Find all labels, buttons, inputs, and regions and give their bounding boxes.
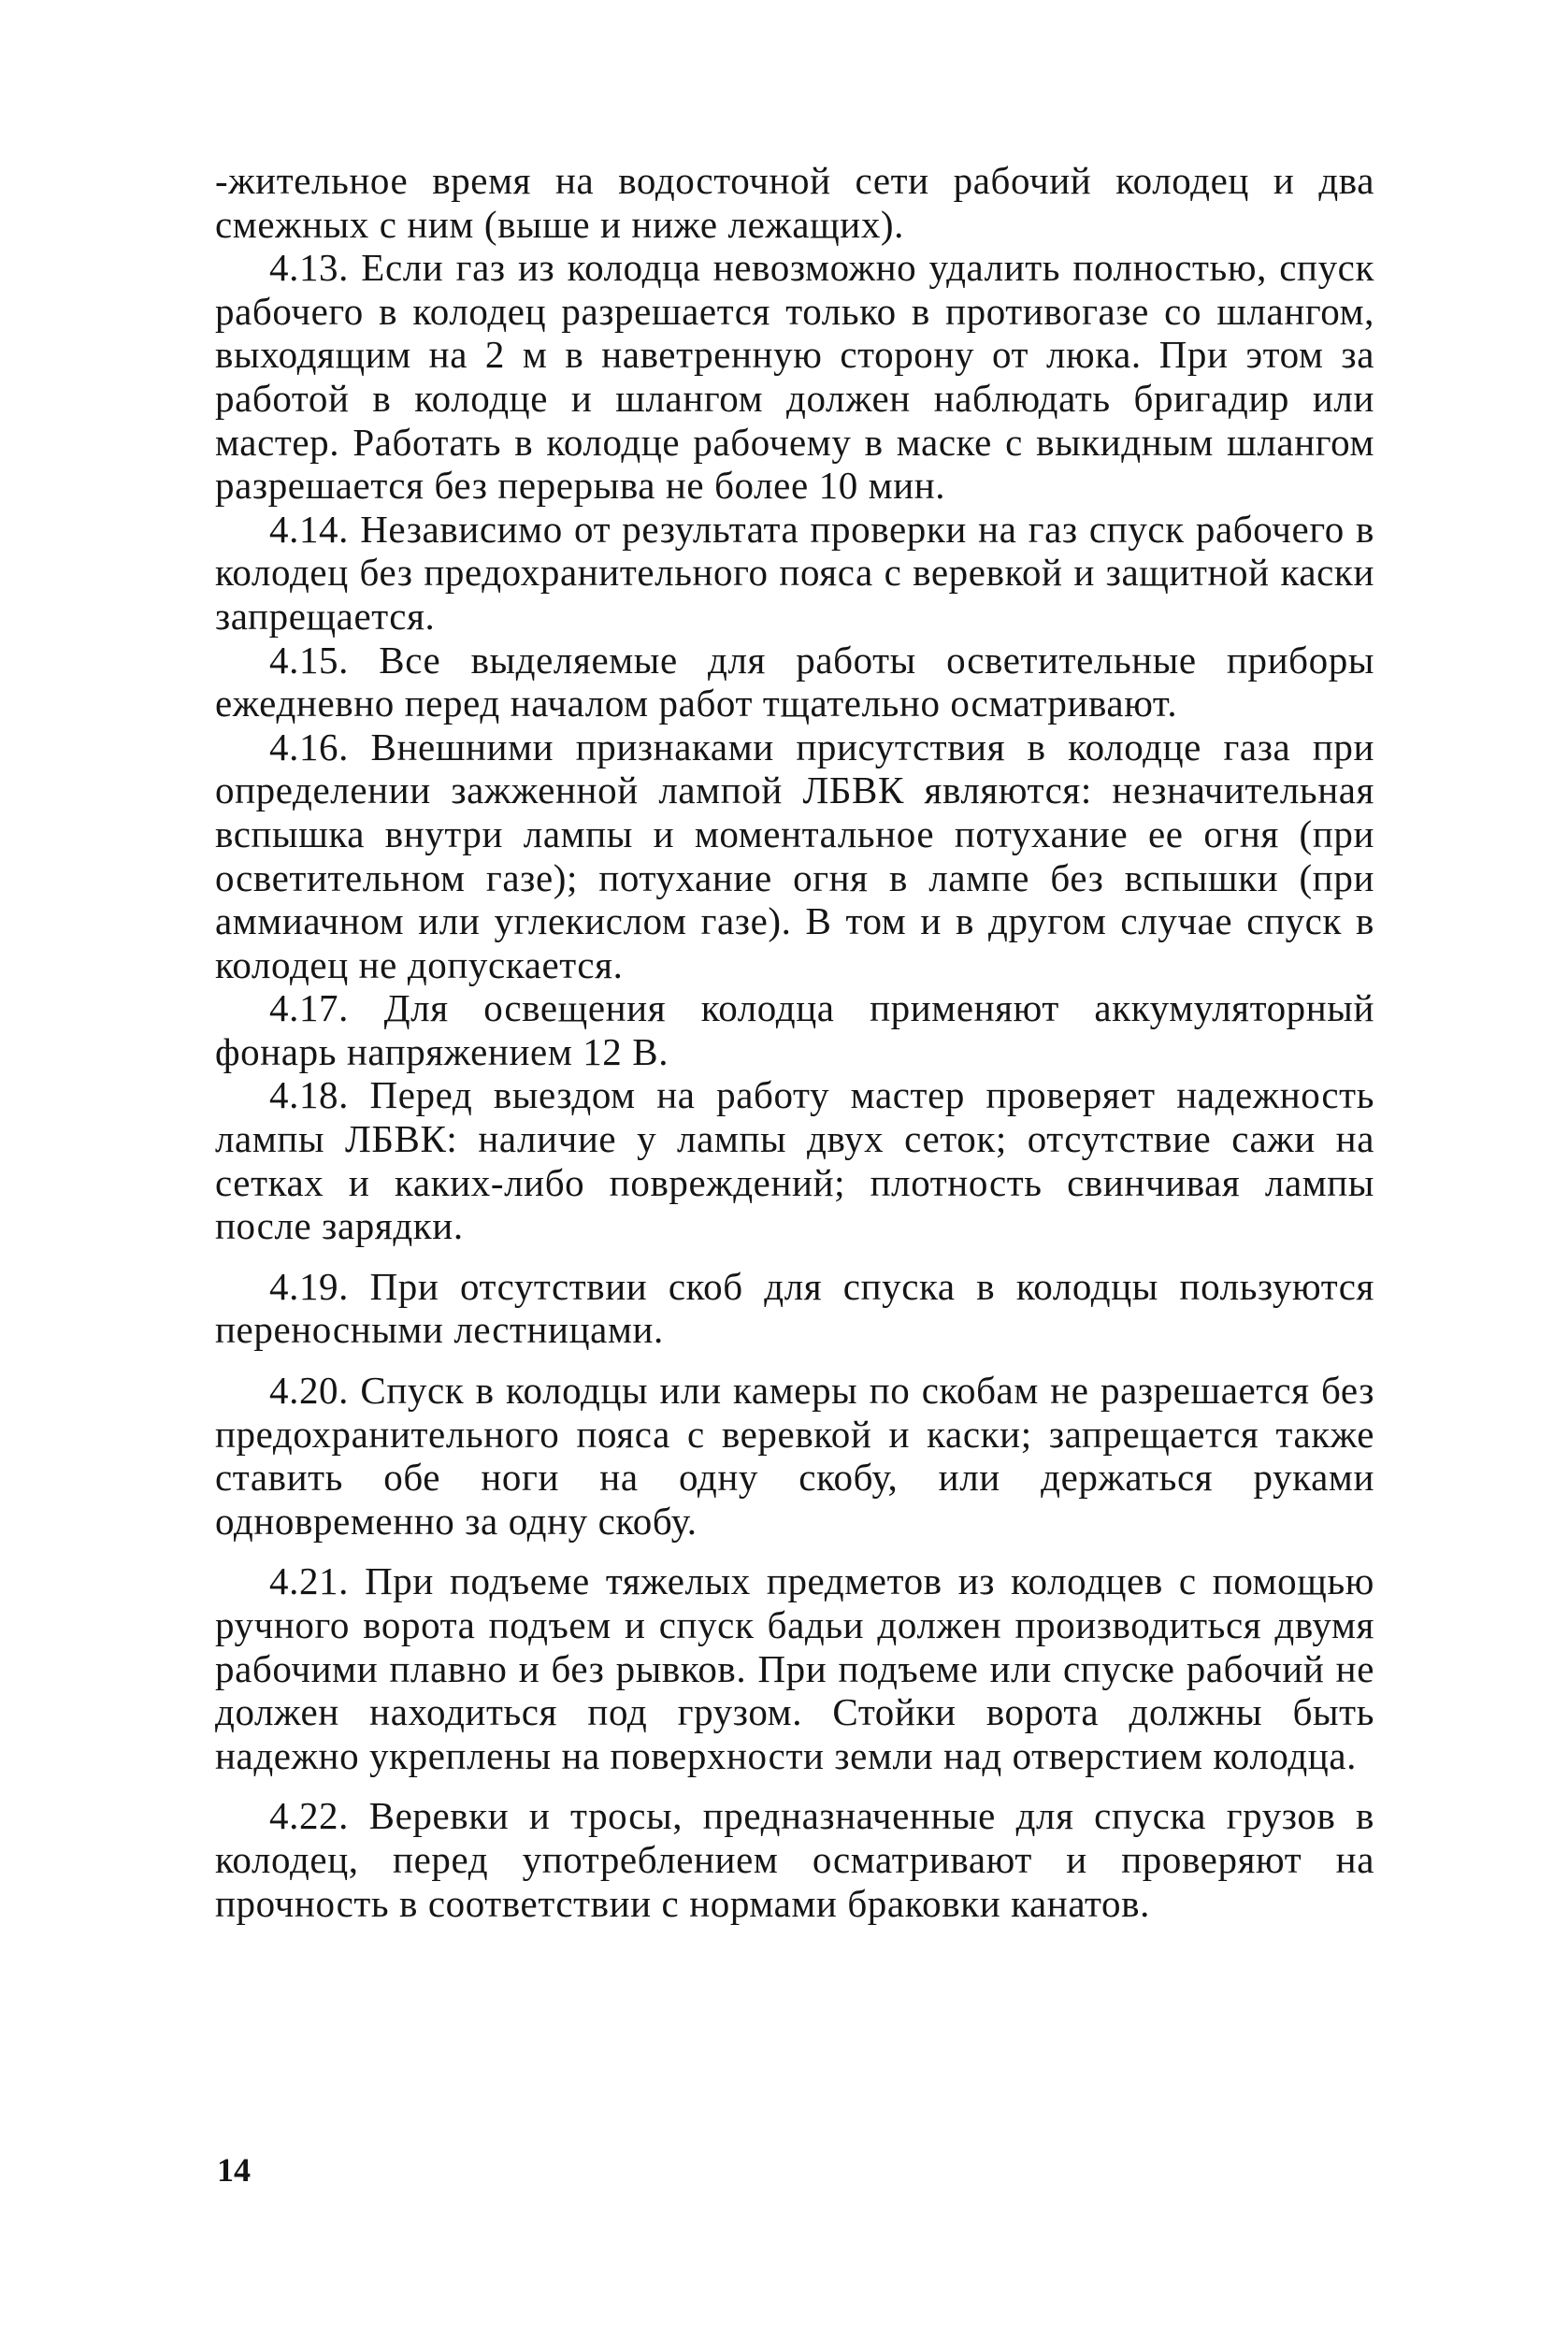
paragraph-continuation: -жительное время на водосточной сети рабочий колодец и два смежных с ним (выше и ниже лежащих). xyxy=(215,159,1374,246)
paragraph-4-18: 4.18. Перед выездом на работу мастер проверяет надежность лампы ЛБВК: наличие у лампы двух сеток; отсутствие сажи на сетках и каких-либо повреждений; плотность свинчивая лампы после зарядки. xyxy=(215,1073,1374,1248)
paragraph-4-17: 4.17. Для освещения колодца применяют аккумуляторный фонарь напряжением 12 В. xyxy=(215,986,1374,1073)
paragraph-4-15: 4.15. Все выделяемые для работы осветительные приборы ежедневно перед началом работ тщательно осматривают. xyxy=(215,638,1374,725)
paragraph-4-20: 4.20. Спуск в колодцы или камеры по скобам не разрешается без предохранительного пояса с веревкой и каски; запрещается также ставить обе ноги на одну скобу, или держаться руками одновременно за одну скобу. xyxy=(215,1369,1374,1543)
paragraph-4-21: 4.21. При подъеме тяжелых предметов из колодцев с помощью ручного ворота подъем и спуск бадьи должен производиться двумя рабочими плавно и без рывков. При подъеме или спуске рабочий не должен находиться под грузом. Стойки ворота должны быть надежно укреплены на поверхности земли над отверстием колодца. xyxy=(215,1559,1374,1777)
paragraph-4-14: 4.14. Независимо от результата проверки на газ спуск рабочего в колодец без предохранительного пояса с веревкой и защитной каски запрещается. xyxy=(215,507,1374,638)
paragraph-4-22: 4.22. Веревки и тросы, предназначенные для спуска грузов в колодец, перед употреблением осматривают и проверяют на прочность в соответствии с нормами браковки канатов. xyxy=(215,1794,1374,1925)
page-number: 14 xyxy=(217,2151,251,2189)
body-text xyxy=(215,159,1374,1925)
paragraph-4-13: 4.13. Если газ из колодца невозможно удалить полностью, спуск рабочего в колодец разрешается только в противогазе со шлангом, выходящим на 2 м в наветренную сторону от люка. При этом за работой в колодце и шлангом должен наблюдать бригадир или мастер. Работать в колодце рабочему в маске с выкидным шлангом разрешается без перерыва не более 10 мин. xyxy=(215,246,1374,508)
paragraph-4-16: 4.16. Внешними признаками присутствия в колодце газа при определении зажженной лампой ЛБВК являются: незначительная вспышка внутри лампы и моментальное потухание ее огня (при осветительном газе); потухание огня в лампе без вспышки (при аммиачном или углекислом газе). В том и в другом случае спуск в колодец не допускается. xyxy=(215,725,1374,986)
paragraph-4-19: 4.19. При отсутствии скоб для спуска в колодцы пользуются переносными лестницами. xyxy=(215,1264,1374,1352)
